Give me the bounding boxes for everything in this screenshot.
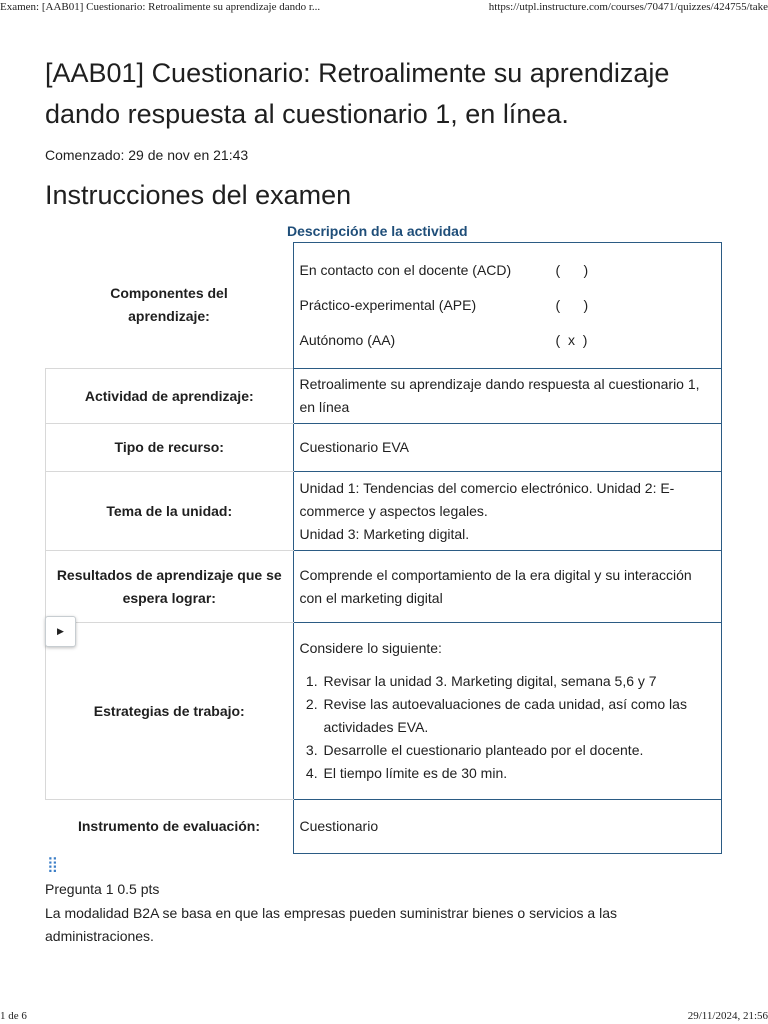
component-name: Autónomo (AA) xyxy=(299,332,396,348)
activity-description-table xyxy=(45,242,722,854)
play-triangle-icon: ▶ xyxy=(57,626,64,636)
quiz-content xyxy=(45,53,725,854)
question-header: Pregunta 1 0.5 pts xyxy=(45,881,160,897)
table-row xyxy=(46,800,722,854)
question-text: La modalidad B2A se basa en que las empresas pueden suministrar bienes o servicios a las administraciones. xyxy=(45,905,617,944)
list-item: 1. Revisar la unidad 3. Marketing digital, semana 5,6 y 7 xyxy=(322,670,716,693)
learning-results-value: Comprende el comportamiento de la era digital y su interacción con el marketing digital xyxy=(293,551,722,623)
table-row xyxy=(46,243,722,369)
component-name: Práctico-experimental (APE) xyxy=(299,297,477,313)
work-strategies-label: Estrategias de trabajo: xyxy=(46,623,294,800)
components-value xyxy=(293,243,722,369)
activity-label: Actividad de aprendizaje: xyxy=(46,369,294,424)
table-row xyxy=(46,369,722,424)
table-row xyxy=(46,472,722,551)
unit-topic-label: Tema de la unidad: xyxy=(46,472,294,551)
resource-type-label: Tipo de recurso: xyxy=(46,424,294,472)
print-header xyxy=(0,1,768,17)
component-mark: ( x ) xyxy=(555,332,588,348)
expand-toggle-button[interactable] xyxy=(45,616,76,647)
list-item: 4. El tiempo límite es de 30 min. xyxy=(322,762,716,785)
quiz-started-at: Comenzado: 29 de nov en 21:43 xyxy=(45,147,249,163)
component-mark: ( ) xyxy=(555,262,589,278)
unit-topic-line: Unidad 1: Tendencias del comercio electrónico. Unidad 2: E-commerce y aspectos legales. xyxy=(299,479,675,519)
list-item: 3. Desarrolle el cuestionario planteado por el docente. xyxy=(322,739,716,762)
strategies-intro: Considere lo siguiente: xyxy=(299,640,442,656)
page-counter: 1 de 6 xyxy=(0,1010,27,1022)
evaluation-instrument-label: Instrumento de evaluación: xyxy=(46,800,294,854)
unit-topic-value xyxy=(293,472,722,551)
instructions-heading: Instrucciones del examen xyxy=(45,180,352,210)
table-row xyxy=(46,424,722,472)
drag-handle-icon[interactable]: ⣿ xyxy=(47,856,57,873)
print-timestamp: 29/11/2024, 21:56 xyxy=(687,1010,768,1022)
learning-results-label: Resultados de aprendizaje que se espera lograr: xyxy=(46,551,294,623)
component-row xyxy=(300,288,716,323)
component-mark: ( ) xyxy=(555,297,589,313)
evaluation-instrument-value: Cuestionario xyxy=(293,800,722,854)
print-header-title: Examen: [AAB01] Cuestionario: Retroalimente su aprendizaje dando r... xyxy=(0,1,321,13)
components-label: Componentes del aprendizaje: xyxy=(110,285,228,325)
strategies-list xyxy=(300,670,716,785)
component-row xyxy=(300,253,716,288)
activity-description-caption: Descripción de la actividad xyxy=(287,223,468,239)
print-header-url: https://utpl.instructure.com/courses/70471/quizzes/424755/take xyxy=(488,1,768,13)
unit-topic-line: Unidad 3: Marketing digital. xyxy=(299,525,470,542)
list-item: 2. Revise las autoevaluaciones de cada unidad, así como las actividades EVA. xyxy=(322,693,716,739)
table-row xyxy=(46,551,722,623)
quiz-title: [AAB01] Cuestionario: Retroalimente su aprendizaje dando respuesta al cuestionario 1, en línea. xyxy=(45,58,670,129)
work-strategies-value xyxy=(293,623,722,800)
table-row xyxy=(46,623,722,800)
activity-value: Retroalimente su aprendizaje dando respuesta al cuestionario 1, en línea xyxy=(293,369,722,424)
component-name: En contacto con el docente (ACD) xyxy=(299,262,512,278)
component-row xyxy=(300,323,716,358)
resource-type-value: Cuestionario EVA xyxy=(293,424,722,472)
